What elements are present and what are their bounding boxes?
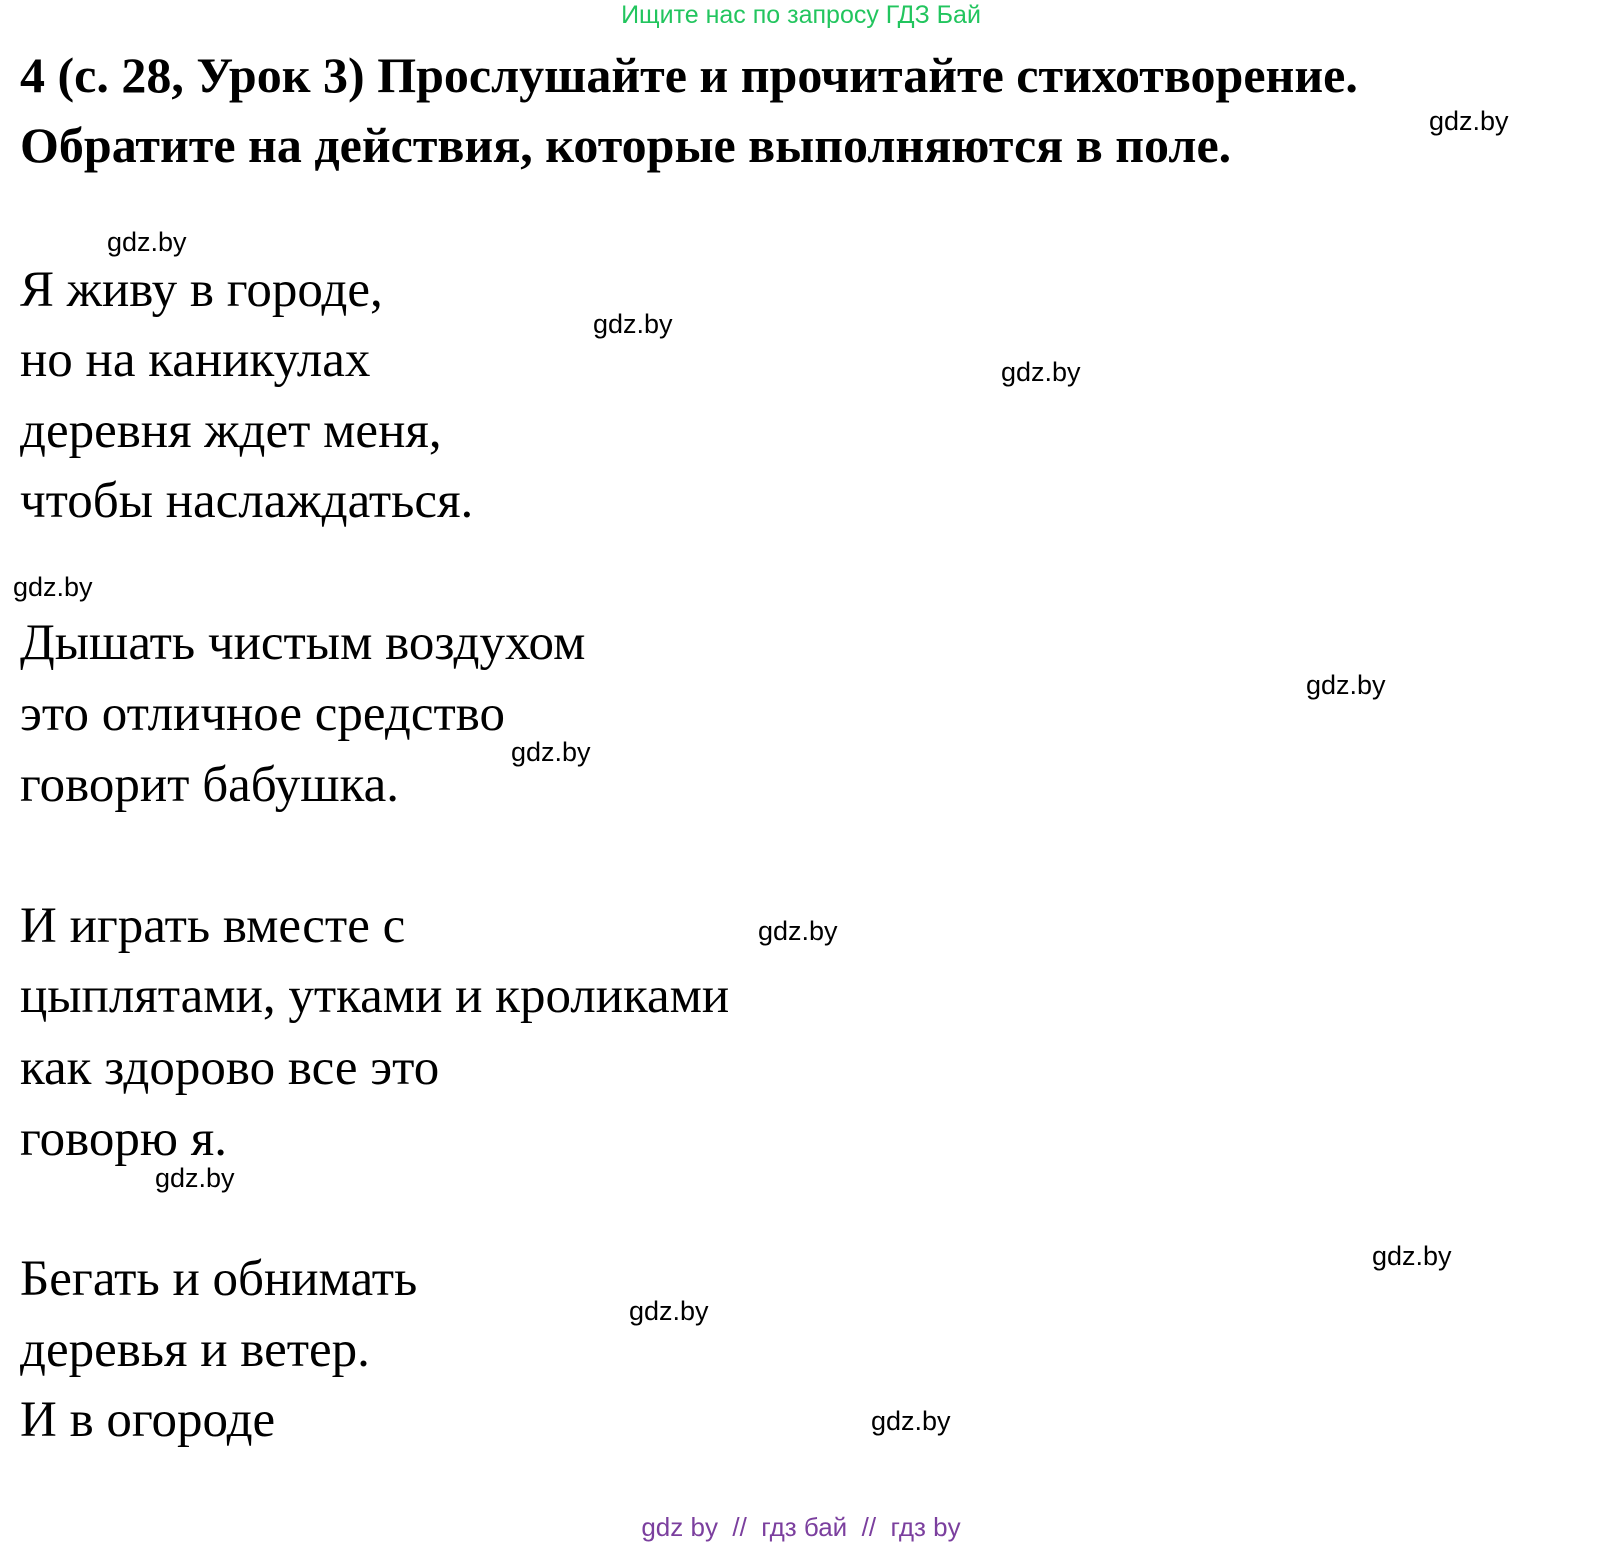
watermark: gdz.by: [13, 572, 93, 602]
top-banner: Ищите нас по запросу ГДЗ Бай: [621, 1, 981, 29]
watermark: gdz.by: [1001, 357, 1081, 387]
watermark: gdz.by: [1306, 670, 1386, 700]
poem-line: деревня ждет меня,: [20, 403, 442, 459]
poem-line: как здорово все это: [20, 1040, 440, 1096]
poem-line: но на каникулах: [20, 332, 371, 388]
task-title-line-2: Обратите на действия, которые выполняются в поле.: [20, 117, 1232, 173]
poem-line: говорит бабушка.: [20, 757, 399, 813]
watermark: gdz.by: [629, 1296, 709, 1326]
poem-line: И играть вместе с: [20, 898, 406, 954]
watermark: gdz.by: [1429, 106, 1509, 136]
watermark: gdz.by: [871, 1406, 951, 1436]
poem-line: цыплятами, утками и кроликами: [20, 968, 730, 1024]
watermark: gdz.by: [107, 227, 187, 257]
poem-line: чтобы наслаждаться.: [20, 473, 474, 529]
poem-line: Бегать и обнимать: [20, 1251, 418, 1307]
poem-line: говорю я.: [20, 1111, 227, 1167]
watermark: gdz.by: [1372, 1241, 1452, 1271]
watermark: gdz.by: [758, 916, 838, 946]
watermark: gdz.by: [593, 309, 673, 339]
poem-line: Дышать чистым воздухом: [20, 615, 586, 671]
task-title-line-1: 4 (с. 28, Урок 3) Прослушайте и прочитайте стихотворение.: [20, 47, 1358, 103]
poem-line: это отличное средство: [20, 686, 505, 742]
footer-links: gdz by // гдз бай // гдз by: [641, 1512, 961, 1542]
watermark: gdz.by: [511, 737, 591, 767]
poem-line: И в огороде: [20, 1392, 276, 1448]
poem-line: деревья и ветер.: [20, 1322, 370, 1378]
poem-line: Я живу в городе,: [20, 262, 383, 318]
watermark: gdz.by: [155, 1163, 235, 1193]
